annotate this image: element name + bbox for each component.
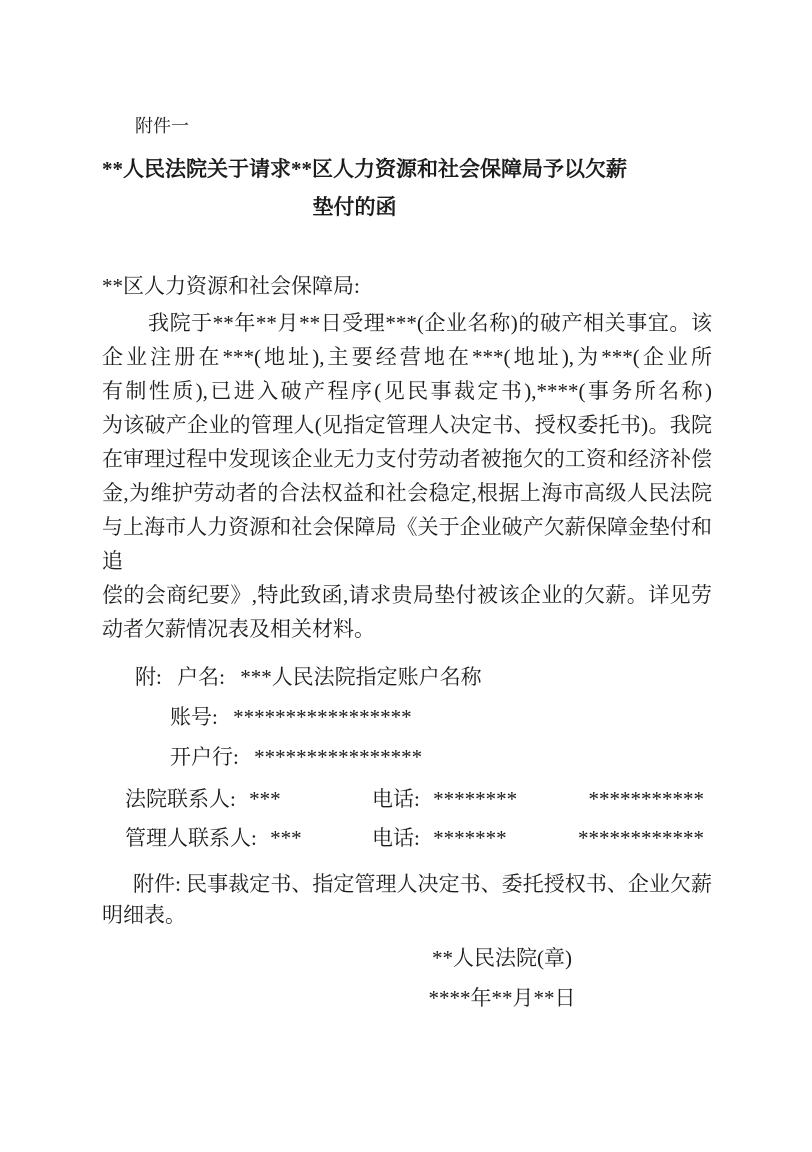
court-contact-cell xyxy=(125,780,372,819)
signature-block xyxy=(102,938,712,1018)
body-line: 企业注册在***(地址),主要经营地在***(地址),为***(企业所 xyxy=(102,345,712,369)
account-name-row xyxy=(135,657,712,697)
body-line: 偿的会商纪要》,特此致函,请求贵局垫付被该企业的欠薪。详见劳 xyxy=(102,583,712,607)
court-contact-row xyxy=(125,780,712,819)
account-number-value: ***************** xyxy=(233,705,412,729)
body-line: 与上海市人力资源和社会保障局《关于企业破产欠薪保障金垫付和追 xyxy=(102,515,712,573)
account-bank-row xyxy=(170,737,712,777)
administrator-phone-label: 电话: xyxy=(372,826,420,850)
body-line: 在审理过程中发现该企业无力支付劳动者被拖欠的工资和经济补偿 xyxy=(102,447,712,471)
court-contact-name: *** xyxy=(249,787,281,811)
administrator-contact-row xyxy=(125,819,712,858)
attachments-line-2: 明细表。 xyxy=(102,903,186,927)
document-title xyxy=(102,150,627,226)
account-bank-value: **************** xyxy=(254,745,423,769)
administrator-contact-cell xyxy=(125,819,372,858)
attachments-line-1: 附件: 民事裁定书、指定管理人决定书、委托授权书、企业欠薪 xyxy=(133,872,712,896)
account-number-row xyxy=(170,697,712,737)
court-extra-masked-value: *********** xyxy=(588,787,704,811)
administrator-extra-masked-value: ************ xyxy=(578,826,704,850)
contacts-block xyxy=(102,780,712,858)
body-line: 为该破产企业的管理人(见指定管理人决定书、授权委托书)。我院 xyxy=(102,413,712,437)
court-phone-label: 电话: xyxy=(372,787,420,811)
issuer-seal-line: **人民法院(章) xyxy=(432,946,572,970)
salutation-line: **区人力资源和社会保障局: xyxy=(102,274,360,298)
body-line: 有制性质),已进入破产程序(见民事裁定书),****(事务所名称) xyxy=(102,379,712,403)
administrator-contact-label: 管理人联系人: xyxy=(125,826,257,850)
administrator-contact-name: *** xyxy=(270,826,302,850)
date-line: ****年**月**日 xyxy=(428,986,576,1010)
payment-account-block xyxy=(102,657,712,777)
body-line: 动者欠薪情况表及相关材料。 xyxy=(102,617,375,641)
attachments-list xyxy=(102,869,712,931)
administrator-phone-cell xyxy=(372,819,570,858)
document-title-line-1: **人民法院关于请求**区人力资源和社会保障局予以欠薪 xyxy=(102,157,627,181)
court-phone-value: ******** xyxy=(433,787,518,811)
account-section-label: 附: xyxy=(135,665,162,689)
account-bank-label: 开户行: xyxy=(170,745,239,769)
account-name-label: 户名: xyxy=(177,665,225,689)
body-line: 我院于**年**月**日受理***(企业名称)的破产相关事宜。该 xyxy=(148,311,712,335)
document-title-line-2: 垫付的函 xyxy=(312,195,397,219)
body-line: 金,为维护劳动者的合法权益和社会稳定,根据上海市高级人民法院 xyxy=(102,481,712,505)
account-number-label: 账号: xyxy=(170,705,218,729)
administrator-phone-value: ******* xyxy=(433,826,507,850)
court-contact-label: 法院联系人: xyxy=(125,787,236,811)
court-phone-cell xyxy=(372,780,570,819)
body-paragraph xyxy=(102,306,712,646)
document-content xyxy=(102,114,712,1018)
account-name-value: ***人民法院指定账户名称 xyxy=(240,665,482,689)
attachment-number-label: 附件一 xyxy=(135,116,189,136)
